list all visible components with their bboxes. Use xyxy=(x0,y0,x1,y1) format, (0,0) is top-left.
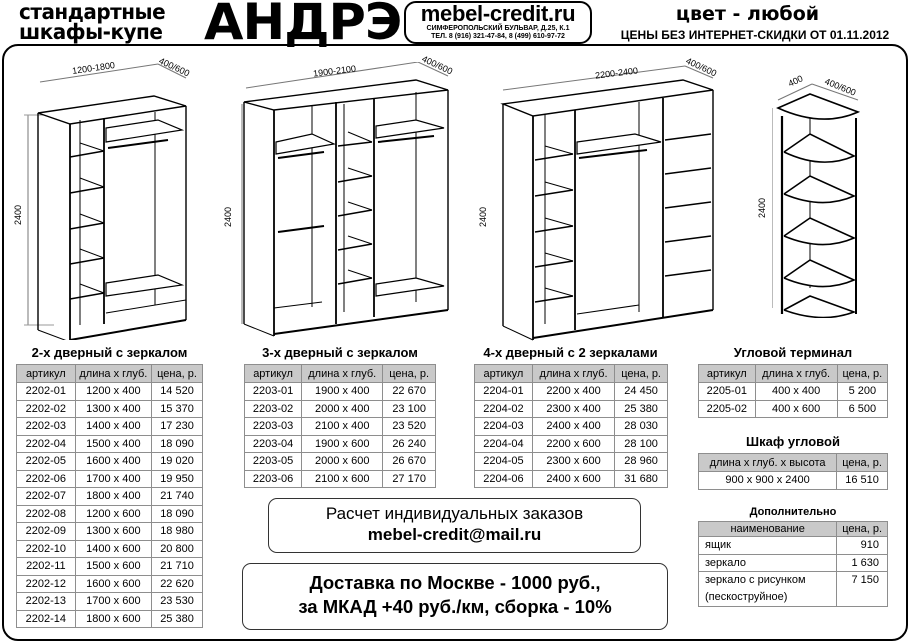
sku: 2205-01 xyxy=(699,383,756,401)
prices-note: ЦЕНЫ БЕЗ ИНТЕРНЕТ-СКИДКИ ОТ 01.11.2012 xyxy=(620,28,890,42)
dim-depth: 400/600 xyxy=(684,55,719,79)
price: 23 100 xyxy=(383,400,436,418)
sku: 2202-07 xyxy=(17,488,76,506)
table-row xyxy=(699,383,888,401)
size: 1700 х 400 xyxy=(75,470,151,488)
sku: 2202-05 xyxy=(17,453,76,471)
col-header-price: цена, р. xyxy=(383,365,436,383)
site-badge xyxy=(404,1,592,44)
tagline-line1: стандартные xyxy=(19,0,166,24)
table-row xyxy=(699,572,888,607)
dim-width: 1200-1800 xyxy=(71,60,116,76)
table-row xyxy=(699,400,888,418)
col-header-size: длина х глуб. xyxy=(75,365,151,383)
sku: 2204-03 xyxy=(475,418,533,436)
table-row xyxy=(17,453,203,471)
price: 31 680 xyxy=(615,470,668,488)
table-row xyxy=(245,400,436,418)
sku: 2202-09 xyxy=(17,523,76,541)
color-note: цвет - любой xyxy=(675,3,820,25)
table-title: Дополнительно xyxy=(749,506,837,518)
col-header-sku: артикул xyxy=(245,365,302,383)
price: 18 090 xyxy=(152,435,203,453)
sku: 2204-01 xyxy=(475,383,533,401)
size: 400 х 400 xyxy=(755,383,837,401)
sku: 2203-06 xyxy=(245,470,302,488)
table-row xyxy=(475,383,668,401)
table-row xyxy=(17,383,203,401)
table-row xyxy=(475,435,668,453)
col-header-sku: артикул xyxy=(699,365,756,383)
table-row xyxy=(17,610,203,628)
size: 400 х 600 xyxy=(755,400,837,418)
size: 1600 х 600 xyxy=(75,575,151,593)
drawing-3-door-wardrobe xyxy=(223,53,468,342)
price: 910 xyxy=(837,537,888,555)
table-row xyxy=(475,418,668,436)
dim-depth: 400/600 xyxy=(157,55,192,79)
size: 2400 х 600 xyxy=(532,470,614,488)
sku: 2202-02 xyxy=(17,400,76,418)
table-title: 4-х дверный с 2 зеркалами xyxy=(483,345,658,360)
delivery-line2: за МКАД +40 руб./км, сборка - 10% xyxy=(298,596,612,617)
size: 1900 х 600 xyxy=(302,435,383,453)
price: 1 630 xyxy=(837,554,888,572)
table-row xyxy=(699,537,888,555)
col-header-price: цена, р. xyxy=(615,365,668,383)
size: 2200 х 600 xyxy=(532,435,614,453)
table-row xyxy=(17,488,203,506)
size: 2300 х 400 xyxy=(532,400,614,418)
table-row xyxy=(17,558,203,576)
size: 2200 х 400 xyxy=(532,383,614,401)
table-3-door xyxy=(244,345,436,488)
custom-orders-text: Расчет индивидуальных заказов xyxy=(325,504,584,523)
price: 21 740 xyxy=(152,488,203,506)
size: 2100 х 600 xyxy=(302,470,383,488)
size: 1200 х 600 xyxy=(75,505,151,523)
dim-height: 2400 xyxy=(13,204,24,226)
col-header-size: длина х глуб. xyxy=(532,365,614,383)
sku: 2205-02 xyxy=(699,400,756,418)
item-name-line1: зеркало с рисунком xyxy=(705,574,806,586)
sku: 2202-12 xyxy=(17,575,76,593)
price: 28 030 xyxy=(615,418,668,436)
price: 25 380 xyxy=(152,610,203,628)
col-header-price: цена, р. xyxy=(837,454,888,472)
table-row xyxy=(17,435,203,453)
sku: 2202-14 xyxy=(17,610,76,628)
table-4-door xyxy=(474,345,673,488)
item-name: ящик xyxy=(699,537,837,555)
dim-height: 2400 xyxy=(478,206,489,228)
sku: 2202-06 xyxy=(17,470,76,488)
sku: 2203-01 xyxy=(245,383,302,401)
size: 1400 х 600 xyxy=(75,540,151,558)
dim-width: 1900-2100 xyxy=(312,63,357,79)
col-header-name: наименование xyxy=(699,522,837,537)
table-title: 3-х дверный с зеркалом xyxy=(262,345,418,360)
size: 2100 х 400 xyxy=(302,418,383,436)
drawing-corner-terminal xyxy=(757,73,872,318)
table-row xyxy=(245,435,436,453)
size: 1300 х 400 xyxy=(75,400,151,418)
table-row xyxy=(17,593,203,611)
price: 5 200 xyxy=(837,383,887,401)
sku: 2204-05 xyxy=(475,453,533,471)
price: 22 670 xyxy=(383,383,436,401)
table-title: Угловой терминал xyxy=(733,345,853,360)
table-row xyxy=(17,418,203,436)
site-address: СИМФЕРОПОЛЬСКИЙ БУЛЬВАР, Д.25, К.1 xyxy=(426,25,570,32)
table-row xyxy=(699,554,888,572)
table-row xyxy=(245,418,436,436)
price: 24 450 xyxy=(615,383,668,401)
dim-width: 400 xyxy=(786,73,805,89)
price: 22 620 xyxy=(152,575,203,593)
table-row xyxy=(17,540,203,558)
col-header-price: цена, р. xyxy=(152,365,203,383)
sku: 2202-08 xyxy=(17,505,76,523)
dim-depth: 400/600 xyxy=(420,53,455,77)
size: 1800 х 400 xyxy=(75,488,151,506)
dim-height: 2400 xyxy=(757,197,768,219)
price: 27 170 xyxy=(383,470,436,488)
table-row xyxy=(475,453,668,471)
price: 16 510 xyxy=(837,472,888,490)
sku: 2202-04 xyxy=(17,435,76,453)
col-header-sku: артикул xyxy=(17,365,76,383)
size: 2300 х 600 xyxy=(532,453,614,471)
sku: 2203-03 xyxy=(245,418,302,436)
price: 28 960 xyxy=(615,453,668,471)
col-header-price: цена, р. xyxy=(837,365,887,383)
size: 1500 х 400 xyxy=(75,435,151,453)
size: 2000 х 600 xyxy=(302,453,383,471)
price: 19 020 xyxy=(152,453,203,471)
table-row xyxy=(475,400,668,418)
size: 1500 х 600 xyxy=(75,558,151,576)
drawing-2-door-wardrobe xyxy=(13,55,228,340)
table-corner-terminal xyxy=(698,345,888,418)
brand-title: АНДРЭ xyxy=(204,0,402,51)
table-title: Шкаф угловой xyxy=(746,434,840,449)
price: 19 950 xyxy=(152,470,203,488)
sku: 2203-04 xyxy=(245,435,302,453)
table-row xyxy=(475,470,668,488)
tagline-line2: шкафы-купе xyxy=(19,20,163,44)
price: 28 100 xyxy=(615,435,668,453)
sku: 2204-04 xyxy=(475,435,533,453)
size: 2000 х 400 xyxy=(302,400,383,418)
sku: 2203-05 xyxy=(245,453,302,471)
table-corner-wardrobe xyxy=(698,434,888,490)
price: 26 240 xyxy=(383,435,436,453)
col-header-size: длина х глуб. х высота xyxy=(699,454,837,472)
price: 17 230 xyxy=(152,418,203,436)
dim-depth: 400/600 xyxy=(823,76,858,98)
price: 23 520 xyxy=(383,418,436,436)
delivery-box xyxy=(242,563,668,630)
item-name-line2: (пескоструйное) xyxy=(705,591,788,603)
table-row xyxy=(17,470,203,488)
item-name xyxy=(699,572,837,607)
table-row xyxy=(17,505,203,523)
contact-email[interactable]: mebel-credit@mail.ru xyxy=(367,525,542,544)
item-name: зеркало xyxy=(699,554,837,572)
size: 1700 х 600 xyxy=(75,593,151,611)
price: 6 500 xyxy=(837,400,887,418)
sku: 2202-01 xyxy=(17,383,76,401)
price: 21 710 xyxy=(152,558,203,576)
sku: 2204-06 xyxy=(475,470,533,488)
custom-orders-box xyxy=(268,498,641,553)
price: 15 370 xyxy=(152,400,203,418)
price: 18 980 xyxy=(152,523,203,541)
table-row xyxy=(17,400,203,418)
size: 1200 х 400 xyxy=(75,383,151,401)
dim-width: 2200-2400 xyxy=(594,65,639,81)
price: 23 530 xyxy=(152,593,203,611)
price: 26 670 xyxy=(383,453,436,471)
col-header-sku: артикул xyxy=(475,365,533,383)
size: 1400 х 400 xyxy=(75,418,151,436)
table-row xyxy=(17,575,203,593)
col-header-size: длина х глуб. xyxy=(302,365,383,383)
col-header-size: длина х глуб. xyxy=(755,365,837,383)
col-header-price: цена, р. xyxy=(837,522,888,537)
price: 25 380 xyxy=(615,400,668,418)
sku: 2202-03 xyxy=(17,418,76,436)
sku: 2204-02 xyxy=(475,400,533,418)
price: 20 800 xyxy=(152,540,203,558)
size: 1300 х 600 xyxy=(75,523,151,541)
sku: 2202-10 xyxy=(17,540,76,558)
delivery-line1: Доставка по Москве - 1000 руб., xyxy=(309,572,601,593)
table-extras xyxy=(698,505,888,607)
site-url[interactable]: mebel-credit.ru xyxy=(420,1,576,26)
size: 1800 х 600 xyxy=(75,610,151,628)
table-row xyxy=(245,383,436,401)
table-2-door xyxy=(16,345,203,628)
sku: 2203-02 xyxy=(245,400,302,418)
drawing-4-door-wardrobe xyxy=(478,55,719,342)
table-row xyxy=(245,453,436,471)
site-phones: ТЕЛ. 8 (916) 321-47-84, 8 (499) 610-97-72 xyxy=(431,33,565,40)
price: 7 150 xyxy=(837,572,888,607)
size: 2400 х 400 xyxy=(532,418,614,436)
size: 1900 х 400 xyxy=(302,383,383,401)
sku: 2202-11 xyxy=(17,558,76,576)
price: 14 520 xyxy=(152,383,203,401)
table-title: 2-х дверный с зеркалом xyxy=(31,345,188,360)
size: 900 х 900 х 2400 xyxy=(699,472,837,490)
sku: 2202-13 xyxy=(17,593,76,611)
price: 18 090 xyxy=(152,505,203,523)
table-row xyxy=(245,470,436,488)
table-row xyxy=(17,523,203,541)
dim-height: 2400 xyxy=(223,206,234,228)
tagline xyxy=(19,2,181,42)
table-row xyxy=(699,472,888,490)
size: 1600 х 400 xyxy=(75,453,151,471)
